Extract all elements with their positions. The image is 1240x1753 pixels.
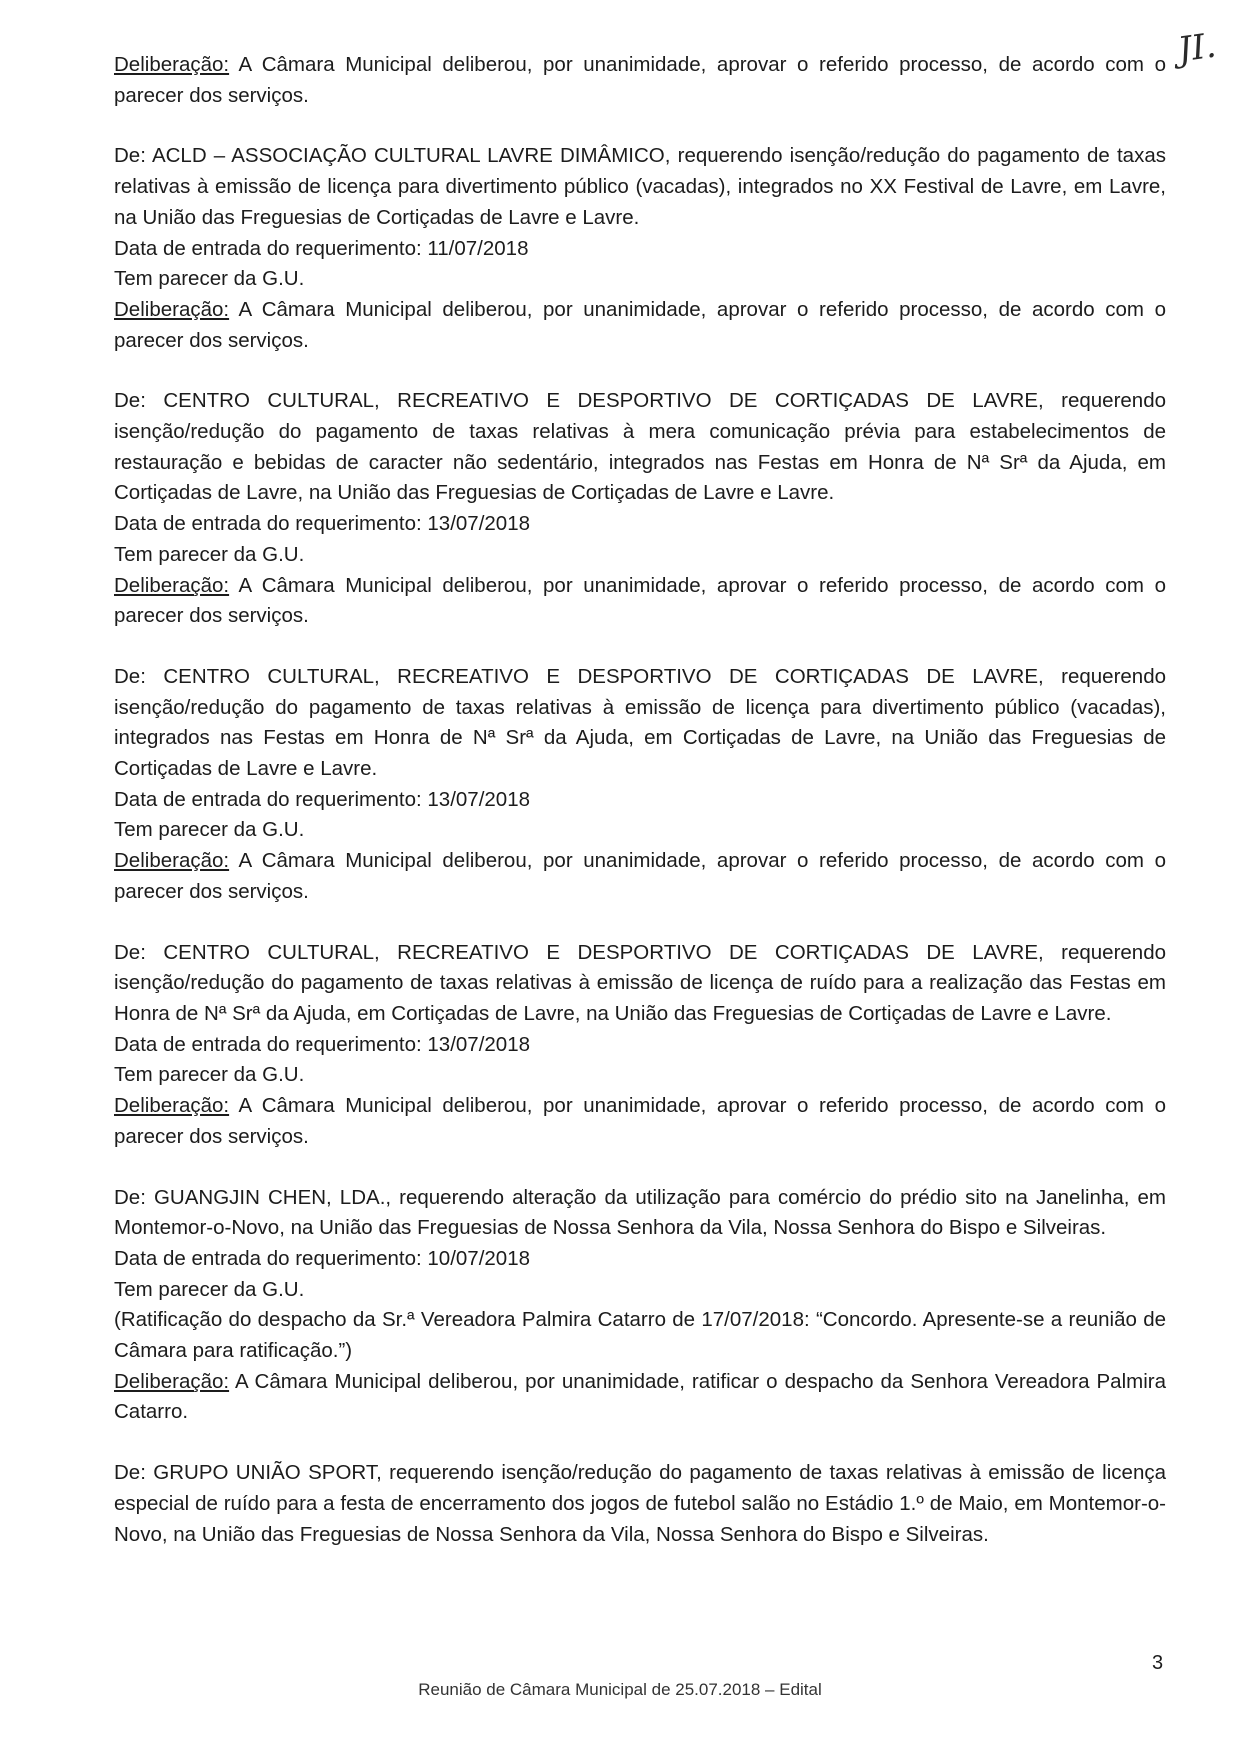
request-text: De: CENTRO CULTURAL, RECREATIVO E DESPORTIVO DE CORTIÇADAS DE LAVRE, requerendo isenção/redução do pagamento de taxas relativas à emissão de licença de ruído para a realização das Festas em Honra de Nª Srª da Ajuda, em Cortiçadas de Lavre, na União das Freguesias de Cortiçadas de Lavre e Lavre. xyxy=(114,940,1166,1025)
deliberation-label: Deliberação: xyxy=(114,53,230,76)
entry-date: Data de entrada do requerimento: 11/07/2018 xyxy=(114,236,529,260)
deliberation-text: A Câmara Municipal deliberou, por unanimidade, ratificar o despacho da Senhora Vereadora Palmira Catarro. xyxy=(114,1369,1166,1424)
deliberation-label: Deliberação: xyxy=(114,297,230,321)
gu-opinion: Tem parecer da G.U. xyxy=(114,267,305,291)
entry-date: Data de entrada do requerimento: 10/07/2018 xyxy=(114,1246,530,1270)
deliberation-label: Deliberação: xyxy=(114,1369,230,1393)
page-footer: Reunião de Câmara Municipal de 25.07.2018 – Edital xyxy=(418,1680,822,1699)
deliberation-text: A Câmara Municipal deliberou, por unanimidade, aprovar o referido processo, de acordo com o parecer dos serviços. xyxy=(114,53,1166,107)
deliberation-text: A Câmara Municipal deliberou, por unanimidade, aprovar o referido processo, de acordo com o parecer dos serviços. xyxy=(114,849,1166,903)
deliberation xyxy=(114,571,1166,632)
minute-item-grupo-uniao-sport xyxy=(114,1458,1166,1550)
deliberation-text: A Câmara Municipal deliberou, por unanimidade, aprovar o referido processo, de acordo com o parecer dos serviços. xyxy=(114,1094,1166,1148)
minute-item-guangjin-chen xyxy=(114,1183,1166,1429)
deliberation xyxy=(114,295,1166,356)
request-text: De: CENTRO CULTURAL, RECREATIVO E DESPORTIVO DE CORTIÇADAS DE LAVRE, requerendo isenção/redução do pagamento de taxas relativas à mera comunicação prévia para estabelecimentos de restauração e bebidas de caracter não sedentário, integrados nas Festas em Honra de Nª Srª da Ajuda, em Cortiçadas de Lavre, na União das Freguesias de Cortiçadas de Lavre e Lavre. xyxy=(114,389,1166,505)
minute-item-acld xyxy=(114,141,1166,356)
deliberation-text: A Câmara Municipal deliberou, por unanimidade, aprovar o referido processo, de acordo com o parecer dos serviços. xyxy=(114,297,1166,352)
entry-date: Data de entrada do requerimento: 13/07/2018 xyxy=(114,1032,530,1056)
gu-opinion: Tem parecer da G.U. xyxy=(114,1277,305,1301)
page-number: 3 xyxy=(1152,1652,1164,1674)
request-text: De: ACLD – ASSOCIAÇÃO CULTURAL LAVRE DIMÂMICO, requerendo isenção/redução do pagamento de taxas relativas à emissão de licença para divertimento público (vacadas), integrados no XX Festival de Lavre, em Lavre, na União das Freguesias de Cortiçadas de Lavre e Lavre. xyxy=(114,144,1166,229)
deliberation xyxy=(114,1091,1166,1152)
minute-item-centro-cultural-ruido xyxy=(114,938,1166,1153)
document-body xyxy=(114,50,1166,1580)
request-text: De: CENTRO CULTURAL, RECREATIVO E DESPORTIVO DE CORTIÇADAS DE LAVRE, requerendo isenção/redução do pagamento de taxas relativas à emissão de licença para divertimento público (vacadas), integrados nas Festas em Honra de Nª Srª da Ajuda, em Cortiçadas de Lavre, na União das Freguesias de Cortiçadas de Lavre e Lavre. xyxy=(114,664,1166,781)
minute-item-centro-cultural-vacadas xyxy=(114,662,1166,908)
gu-opinion: Tem parecer da G.U. xyxy=(114,1063,305,1087)
gu-opinion: Tem parecer da G.U. xyxy=(114,542,305,566)
entry-date: Data de entrada do requerimento: 13/07/2018 xyxy=(114,512,530,536)
deliberation xyxy=(114,1367,1166,1428)
deliberation-label: Deliberação: xyxy=(114,1094,230,1118)
deliberation xyxy=(114,846,1166,907)
deliberation-label: Deliberação: xyxy=(114,573,230,597)
handwritten-initials: JI. xyxy=(1175,25,1219,71)
ratification-note: (Ratificação do despacho da Sr.ª Vereadora Palmira Catarro de 17/07/2018: “Concordo. Apresente-se a reunião de Câmara para ratificação.”) xyxy=(114,1308,1166,1363)
deliberation-label: Deliberação: xyxy=(114,849,230,873)
gu-opinion: Tem parecer da G.U. xyxy=(114,818,305,842)
minute-item-continuation xyxy=(114,50,1166,111)
deliberation xyxy=(114,50,1166,111)
request-text: De: GRUPO UNIÃO SPORT, requerendo isenção/redução do pagamento de taxas relativas à emissão de licença especial de ruído para a festa de encerramento dos jogos de futebol salão no Estádio 1.º de Maio, em Montemor-o-Novo, na União das Freguesias de Nossa Senhora da Vila, Nossa Senhora do Bispo e Silveiras. xyxy=(114,1461,1166,1546)
entry-date: Data de entrada do requerimento: 13/07/2018 xyxy=(114,787,530,811)
deliberation-text: A Câmara Municipal deliberou, por unanimidade, aprovar o referido processo, de acordo com o parecer dos serviços. xyxy=(114,573,1166,628)
minute-item-centro-cultural-restauracao xyxy=(114,386,1166,632)
request-text: De: GUANGJIN CHEN, LDA., requerendo alteração da utilização para comércio do prédio sito na Janelinha, em Montemor-o-Novo, na União das Freguesias de Nossa Senhora da Vila, Nossa Senhora do Bispo e Silveiras. xyxy=(114,1185,1166,1240)
